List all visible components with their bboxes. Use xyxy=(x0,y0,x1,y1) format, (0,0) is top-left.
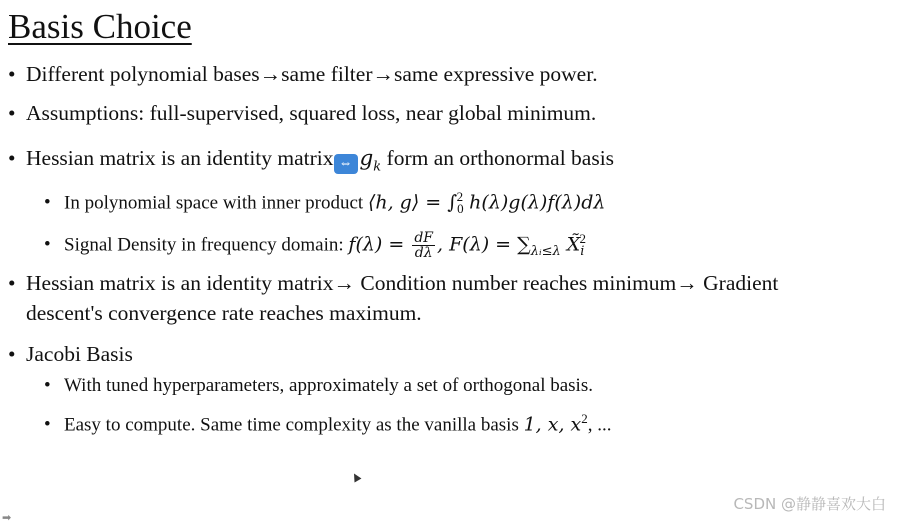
math-x-tilde: X̃ xyxy=(560,233,581,256)
integral-lower: 0 xyxy=(457,201,464,217)
bullet-hessian-orthonormal: • Hessian matrix is an identity matrix ⇔ $g_k$ form an orthonormal basis xyxy=(8,146,615,175)
x-subscript: i xyxy=(580,244,585,260)
bullet-text-post: form an orthonormal basis xyxy=(381,146,615,170)
subbullet-inner-product: • In polynomial space with inner product ⟨h, g⟩ = $\int_0^2$ h(λ)g(λ)f(λ)dλ xyxy=(44,189,606,217)
x-superscript: 2 xyxy=(579,231,586,246)
bullet-text: Different polynomial bases→same filter→same expressive power. xyxy=(26,62,598,86)
bullet-text: Hessian matrix is an identity matrix xyxy=(26,146,334,170)
bullet-text: Signal Density in frequency domain: xyxy=(64,234,349,256)
math-superscript: 2 xyxy=(581,411,588,426)
watermark: CSDN @静静喜欢大白 xyxy=(733,495,886,513)
bullet-jacobi-basis: • Jacobi Basis xyxy=(8,342,133,366)
subbullet-tuned-hyperparameters: • With tuned hyperparameters, approximately a set of orthogonal basis. xyxy=(44,375,593,396)
bullet-text: Easy to compute. Same time complexity as the vanilla basis xyxy=(64,414,524,436)
math-inner-product: ⟨h, g⟩ = ∫ xyxy=(367,191,458,214)
math-g: g xyxy=(359,146,374,171)
bullet-text-post: , ... xyxy=(587,414,612,436)
fraction-denominator: dλ xyxy=(414,245,433,262)
bullet-text: In polynomial space with inner product xyxy=(64,192,368,214)
bullet-text-line2: descent's convergence rate reaches maximum. xyxy=(26,301,422,325)
subbullet-easy-to-compute: • Easy to compute. Same time complexity as the vanilla basis 1, x, $x^2$, ... xyxy=(44,411,612,436)
left-right-arrow-icon: ⇔ xyxy=(334,154,358,174)
integral-upper: 2 xyxy=(456,189,464,204)
bullet-polynomial-bases: • Different polynomial bases→same filter→same expressive power. xyxy=(8,62,598,86)
sum-subscript: λᵢ≤λ xyxy=(530,244,561,260)
subbullet-signal-density: • Signal Density in frequency domain: f(λ) = $\frac{dF}{d\lambda}$ , $F(\lambda) = \sum_{\lambda ᵢ\le\lambda}$ $X̃_i^2$ xyxy=(44,230,586,262)
bullet-text: Assumptions: full-supervised, squared loss, near global minimum. xyxy=(26,101,597,125)
play-arrow-icon[interactable]: ➡ xyxy=(2,511,12,524)
bullet-hessian-gradient: • Hessian matrix is an identity matrix→ Condition number reaches minimum→ Gradient descent's convergence rate reaches maximum. xyxy=(8,268,888,328)
math-f-lambda: f(λ) = xyxy=(348,233,411,256)
math-basis: 1, x, x xyxy=(523,413,582,436)
bullet-text-line1: Hessian matrix is an identity matrix→ Condition number reaches minimum→ Gradient xyxy=(26,271,779,295)
fraction-numerator: dF xyxy=(414,230,434,247)
bullet-text: Jacobi Basis xyxy=(26,342,133,366)
bullet-text: With tuned hyperparameters, approximately a set of orthogonal basis. xyxy=(64,375,593,396)
fraction-dF-dlambda xyxy=(412,231,435,260)
math-sub-k: k xyxy=(373,159,382,175)
math-F-lambda: , F(λ) = ∑ xyxy=(437,233,531,256)
math-integrand: h(λ)g(λ)f(λ)dλ xyxy=(463,191,606,214)
slide-title: Basis Choice xyxy=(8,7,192,46)
bullet-assumptions: • Assumptions: full-supervised, squared loss, near global minimum. xyxy=(8,101,597,125)
mouse-pointer-icon xyxy=(351,472,362,483)
